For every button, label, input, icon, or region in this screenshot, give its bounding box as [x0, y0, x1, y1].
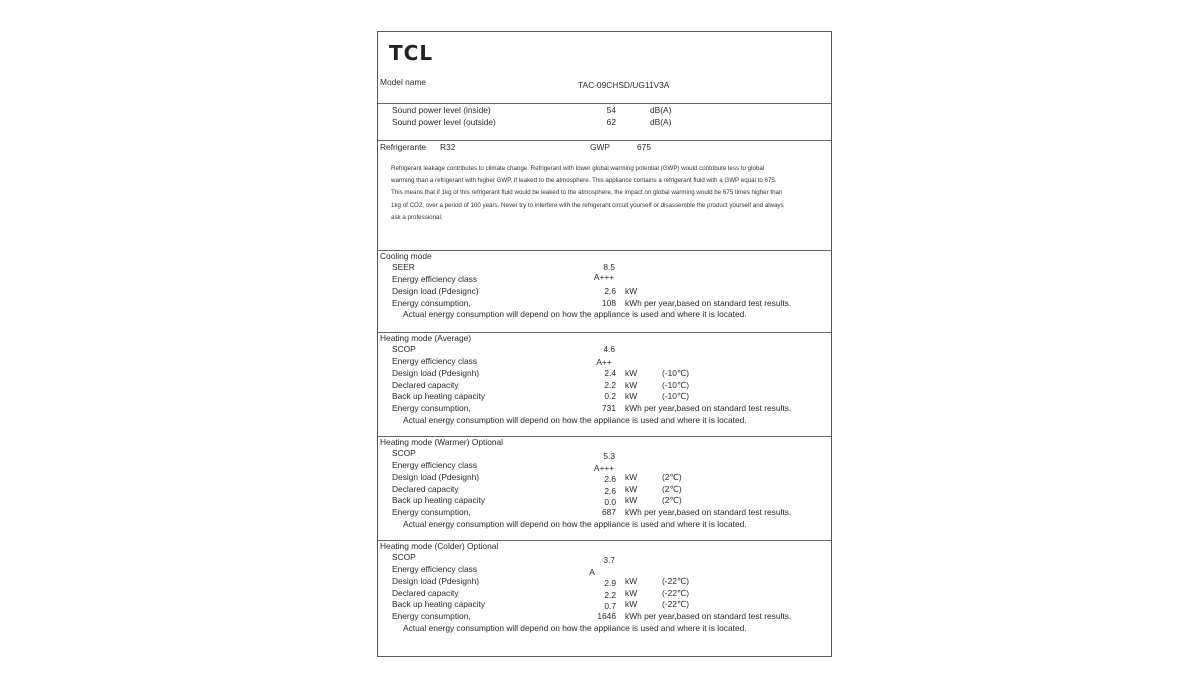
havg-class-value: A++: [596, 357, 612, 367]
sound-inside-unit: dB(A): [650, 105, 672, 115]
hwarm-class-label: Energy efficiency class: [392, 460, 478, 470]
hcold-backup-unit: kW: [625, 599, 638, 609]
heating-warmer-title: Heating mode (Warmer) Optional: [380, 437, 504, 447]
hcold-declared-label: Declared capacity: [392, 588, 459, 598]
heating-average-section: [378, 333, 831, 437]
cooling-energy-tail: kWh per year,based on standard test results.: [625, 298, 792, 308]
hwarm-scop-value: 5.3: [603, 451, 615, 461]
cooling-class-row: [378, 274, 831, 286]
gwp-value: 675: [637, 142, 651, 152]
hwarm-energy-tail: kWh per year,based on standard test results.: [625, 507, 792, 517]
havg-backup-cond: (-10℃): [662, 391, 690, 401]
hcold-load-cond: (-22℃): [662, 576, 690, 586]
havg-scop-row: [378, 344, 831, 356]
hwarm-note-row: [378, 519, 831, 531]
hcold-declared-cond: (-22℃): [662, 588, 690, 598]
havg-note: Actual energy consumption will depend on how the appliance is used and where it is located.: [403, 415, 747, 425]
hcold-backup-cond: (-22℃): [662, 599, 690, 609]
havg-declared-cond: (-10℃): [662, 380, 690, 390]
hcold-class-label: Energy efficiency class: [392, 564, 478, 574]
refrigerant-name: R32: [440, 142, 456, 152]
havg-load-unit: kW: [625, 368, 638, 378]
hwarm-declared-value: 2.6: [604, 486, 616, 496]
havg-declared-row: [378, 380, 831, 392]
hcold-energy-value: 1646: [597, 611, 616, 621]
hwarm-backup-unit: kW: [625, 495, 638, 505]
hwarm-load-unit: kW: [625, 472, 638, 482]
hwarm-load-label: Design load (Pdesignh): [392, 472, 480, 482]
cooling-class-value: A+++: [593, 272, 615, 282]
hwarm-load-cond: (2℃): [662, 472, 682, 482]
hcold-energy-row: [378, 611, 831, 623]
havg-backup-label: Back up heating capacity: [392, 391, 486, 401]
hwarm-energy-value: 687: [602, 507, 616, 517]
model-name-value: TAC-09CHSD/UG11V3A: [578, 80, 670, 90]
heating-average-title: Heating mode (Average): [380, 333, 472, 343]
hwarm-scop-row: [378, 448, 831, 460]
havg-backup-row: [378, 391, 831, 403]
cooling-energy-label: Energy consumption,: [392, 298, 471, 308]
havg-energy-row: [378, 403, 831, 415]
hcold-scop-value: 3.7: [603, 555, 615, 565]
hcold-class-row: [378, 564, 831, 576]
cooling-note: Actual energy consumption will depend on how the appliance is used and where it is located.: [403, 309, 747, 319]
hcold-note-row: [378, 623, 831, 635]
hwarm-energy-label: Energy consumption,: [392, 507, 471, 517]
cooling-load-label: Design load (Pdesignc): [392, 286, 479, 296]
sound-inside-label: Sound power level (inside): [392, 105, 491, 115]
havg-note-row: [378, 415, 831, 427]
sound-inside-value: 54: [606, 105, 616, 115]
hcold-declared-unit: kW: [625, 588, 638, 598]
model-name-label: Model name: [380, 77, 427, 87]
havg-declared-label: Declared capacity: [392, 380, 459, 390]
cooling-class-label: Energy efficiency class: [392, 274, 478, 284]
hcold-backup-row: [378, 599, 831, 611]
heating-colder-title: Heating mode (Colder) Optional: [380, 541, 499, 551]
cooling-energy-value: 108: [602, 298, 616, 308]
hcold-load-row: [378, 576, 831, 588]
sound-row-outside: [378, 117, 831, 129]
havg-scop-label: SCOP: [392, 344, 416, 354]
hwarm-load-value: 2.6: [604, 474, 616, 484]
hwarm-note: Actual energy consumption will depend on how the appliance is used and where it is located.: [403, 519, 747, 529]
havg-scop-value: 4.6: [603, 344, 615, 354]
header-section: [378, 32, 831, 104]
havg-load-label: Design load (Pdesignh): [392, 368, 480, 378]
havg-load-value: 2.4: [604, 368, 616, 378]
hwarm-backup-cond: (2℃): [662, 495, 682, 505]
sound-outside-unit: dB(A): [650, 117, 672, 127]
hcold-load-label: Design load (Pdesignh): [392, 576, 480, 586]
havg-declared-unit: kW: [625, 380, 638, 390]
hcold-backup-label: Back up heating capacity: [392, 599, 486, 609]
hcold-scop-row: [378, 552, 831, 564]
energy-label-sheet: [377, 31, 832, 657]
hwarm-load-row: [378, 472, 831, 484]
havg-declared-value: 2.2: [604, 380, 616, 390]
hcold-load-value: 2.9: [604, 578, 616, 588]
heating-colder-section: [378, 541, 831, 656]
havg-load-row: [378, 368, 831, 380]
sound-outside-label: Sound power level (outside): [392, 117, 496, 127]
refrigerant-label: Refrigerante: [380, 142, 427, 152]
cooling-section: [378, 251, 831, 333]
seer-label: SEER: [392, 262, 415, 272]
hwarm-class-value: A+++: [593, 463, 615, 473]
cooling-load-value: 2.6: [604, 286, 616, 296]
hwarm-backup-row: [378, 495, 831, 507]
cooling-title: Cooling mode: [380, 251, 432, 261]
heating-warmer-section: [378, 437, 831, 541]
seer-value: 8.5: [603, 262, 615, 272]
hcold-energy-tail: kWh per year,based on standard test results.: [625, 611, 792, 621]
hcold-load-unit: kW: [625, 576, 638, 586]
hwarm-backup-value: 0.0: [604, 497, 616, 507]
hwarm-energy-row: [378, 507, 831, 519]
refrigerant-notice: Refrigerant leakage contributes to climate change. Refrigerant with lower global warming potential (GWP) would contribute less to global warming than a refrigerant with higher GWP, if leaked to the atmosphere. This appliance contains a refrigerant fluid with a GWP equal to 675. This means that if 1kg of this refrigerant fluid would be leaked to the atmosphere, the impact on global warming would be 675 times higher than 1kg of CO2, over a period of 100 years. Never try to interfere with the refrigerant circuit yourself or disassemble the product yourself and always ask a professional.: [391, 165, 784, 221]
sound-section: [378, 104, 831, 141]
hwarm-declared-cond: (2℃): [662, 484, 682, 494]
gwp-label: GWP: [590, 142, 611, 152]
havg-energy-value: 731: [602, 403, 616, 413]
hcold-note: Actual energy consumption will depend on how the appliance is used and where it is located.: [403, 623, 747, 633]
hwarm-class-row: [378, 460, 831, 472]
hwarm-scop-label: SCOP: [392, 448, 416, 458]
cooling-note-row: [378, 309, 831, 321]
cooling-load-row: [378, 286, 831, 298]
havg-load-cond: (-10℃): [662, 368, 690, 378]
hcold-class-value: A: [589, 567, 595, 577]
cooling-load-unit: kW: [625, 286, 638, 296]
havg-class-label: Energy efficiency class: [392, 356, 478, 366]
cooling-energy-row: [378, 298, 831, 310]
hwarm-declared-row: [378, 484, 831, 496]
sound-outside-value: 62: [606, 117, 616, 127]
brand-logo: TCL: [389, 41, 434, 65]
havg-class-row: [378, 356, 831, 368]
hcold-energy-label: Energy consumption,: [392, 611, 471, 621]
hwarm-declared-label: Declared capacity: [392, 484, 459, 494]
havg-energy-tail: kWh per year,based on standard test results.: [625, 403, 792, 413]
sound-row-inside: [378, 105, 831, 117]
hcold-scop-label: SCOP: [392, 552, 416, 562]
hcold-backup-value: 0.7: [604, 601, 616, 611]
havg-energy-label: Energy consumption,: [392, 403, 471, 413]
hcold-declared-value: 2.2: [604, 590, 616, 600]
refrigerant-section: [378, 141, 831, 251]
havg-backup-value: 0.2: [604, 391, 616, 401]
hwarm-backup-label: Back up heating capacity: [392, 495, 486, 505]
havg-backup-unit: kW: [625, 391, 638, 401]
hcold-declared-row: [378, 588, 831, 600]
hwarm-declared-unit: kW: [625, 484, 638, 494]
